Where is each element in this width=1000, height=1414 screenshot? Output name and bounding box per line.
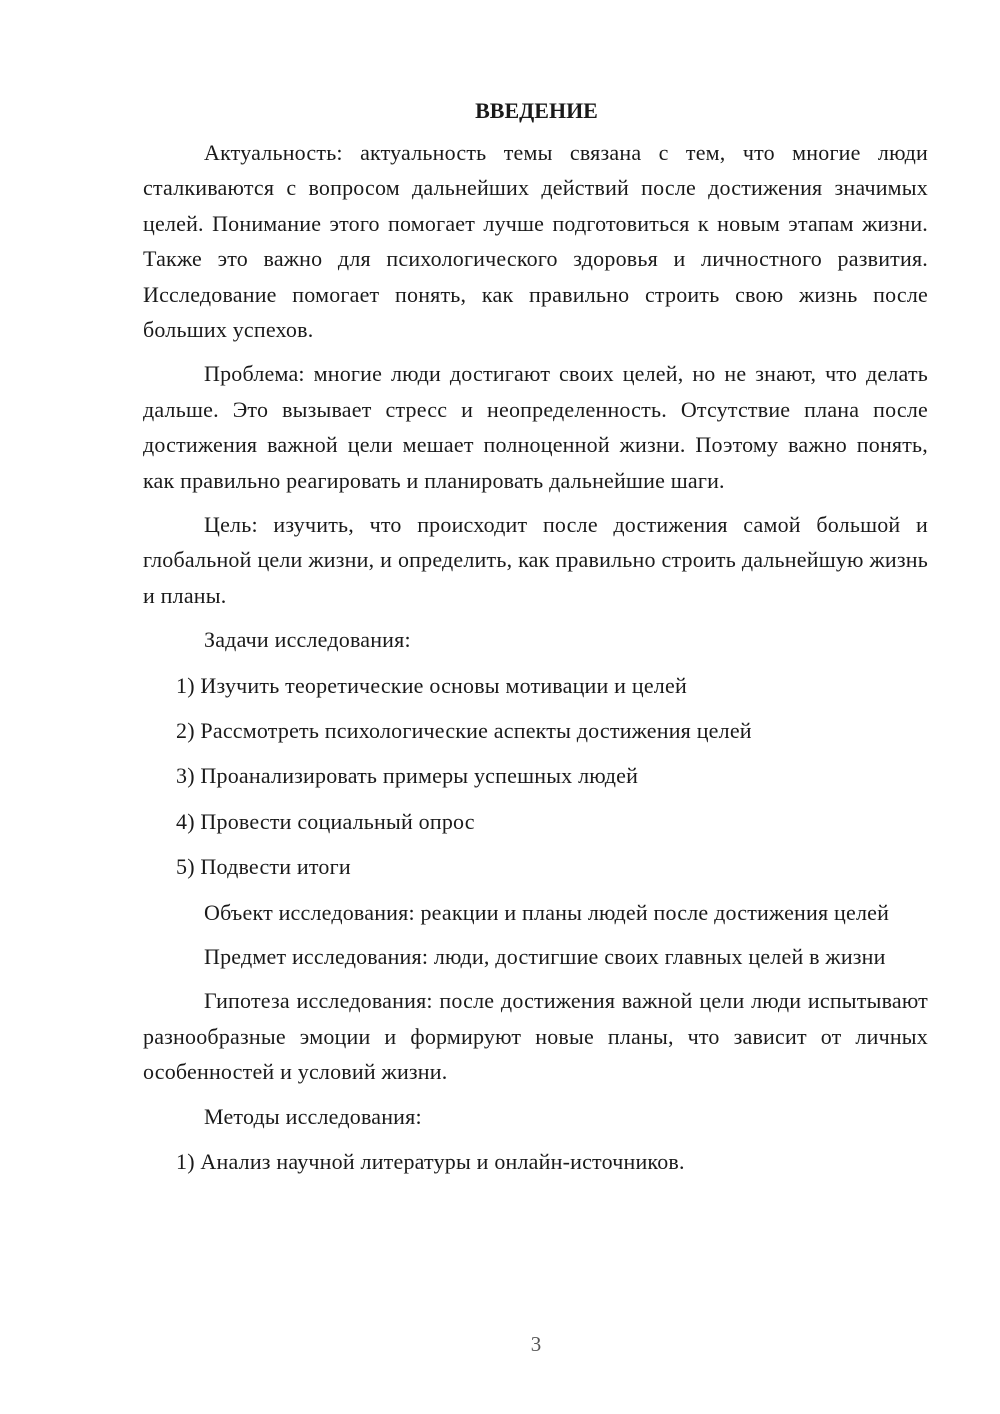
methods-heading: Методы исследования: [204,1103,422,1129]
methods-list [143,1144,928,1179]
task-item: 3) Проанализировать примеры успешных людей [176,763,639,789]
page-title: ВВЕДЕНИЕ [475,98,598,123]
task-item: 1) Изучить теоретические основы мотивации и целей [176,672,687,698]
object-paragraph: Объект исследования: реакции и планы людей после достижения целей [204,899,890,925]
task-item: 2) Рассмотреть психологические аспекты достижения целей [176,718,752,744]
tasks-heading: Задачи исследования: [204,627,411,653]
relevance-paragraph: Актуальность: актуальность темы связана с тем, что многие люди сталкиваются с вопросом дальнейших действий после достижения значимых целей. Понимание этого помогает лучше подготовиться к новым этапам жизни. Также это важно для психологического здоровья и личностного развития. Исследование помогает понять, как правильно строить свою жизнь после больших успехов. [143,140,928,343]
subject-paragraph: Предмет исследования: люди, достигшие своих главных целей в жизни [204,944,886,970]
task-item: 4) Провести социальный опрос [176,808,475,834]
page-number: 3 [530,1332,542,1356]
method-item: 1) Анализ научной литературы и онлайн-источников. [176,1149,685,1175]
document-page [143,94,928,1189]
tasks-list [143,668,928,885]
task-item: 5) Подвести итоги [176,854,351,880]
hypothesis-paragraph: Гипотеза исследования: после достижения важной цели люди испытывают разнообразные эмоции и формируют новые планы, что зависит от личных особенностей и условий жизни. [143,988,928,1085]
goal-paragraph: Цель: изучить, что происходит после достижения самой большой и глобальной цели жизни, и определить, как правильно строить дальнейшую жизнь и планы. [143,512,928,608]
problem-paragraph: Проблема: многие люди достигают своих целей, но не знают, что делать дальше. Это вызывает стресс и неопределенность. Отсутствие плана после достижения важной цели мешает полноценной жизни. Поэтому важно понять, как правильно реагировать и планировать дальнейшие шаги. [143,361,928,493]
